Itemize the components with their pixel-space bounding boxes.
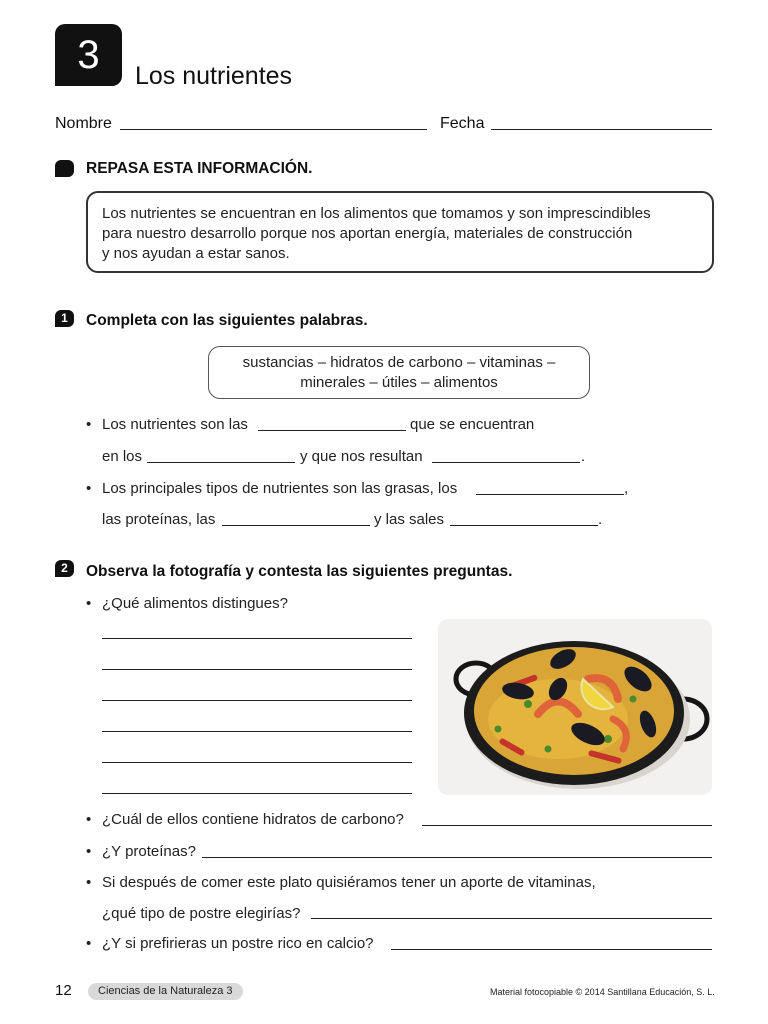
- review-line: Los nutrientes se encuentran en los alimentos que tomamos y son imprescindibles: [102, 205, 651, 222]
- blank-field[interactable]: [450, 525, 598, 526]
- date-field[interactable]: [491, 129, 712, 130]
- review-info-box: [86, 191, 714, 273]
- e1-b2-text-3: y las sales: [374, 511, 445, 528]
- e1-b2-comma: ,: [624, 480, 629, 497]
- review-line: para nuestro desarrollo porque nos aportan energía, materiales de construcción: [102, 225, 633, 242]
- word-bank-line: sustancias – hidratos de carbono – vitaminas –: [242, 354, 556, 371]
- name-field[interactable]: [120, 129, 427, 130]
- answer-line[interactable]: [102, 700, 412, 701]
- blank-field[interactable]: [476, 494, 624, 495]
- paella-illustration: [438, 619, 712, 795]
- e1-b2-text-1: Los principales tipos de nutrientes son las grasas, los: [102, 480, 458, 497]
- e1-b1-text-3: en los: [102, 448, 143, 465]
- answer-line[interactable]: [102, 669, 412, 670]
- e1-b1-text-4: y que nos resultan: [300, 448, 423, 465]
- blank-field[interactable]: [147, 462, 295, 463]
- e1-b1-period: .: [581, 448, 586, 465]
- name-label: Nombre: [55, 115, 112, 132]
- review-marker: [55, 160, 74, 177]
- copyright-notice: Material fotocopiable © 2014 Santillana Educación, S. L.: [490, 987, 715, 997]
- page-number: 12: [55, 982, 72, 999]
- page-title: Los nutrientes: [135, 62, 293, 90]
- answer-line[interactable]: [102, 638, 412, 639]
- bullet: •: [86, 595, 92, 612]
- exercise-2-heading: Observa la fotografía y contesta las siguientes preguntas.: [86, 563, 513, 580]
- unit-number-badge: 3: [55, 24, 122, 86]
- answer-line[interactable]: [391, 949, 712, 950]
- answer-line[interactable]: [102, 731, 412, 732]
- answer-line[interactable]: [311, 918, 712, 919]
- date-label: Fecha: [440, 115, 485, 132]
- book-title-pill: Ciencias de la Naturaleza 3: [88, 983, 243, 1000]
- question-2: ¿Cuál de ellos contiene hidratos de carbono?: [102, 811, 404, 828]
- word-bank-box: [208, 346, 590, 399]
- e1-b1-text-1: Los nutrientes son las: [102, 416, 248, 433]
- exercise-1-heading: Completa con las siguientes palabras.: [86, 312, 368, 329]
- word-bank-line: minerales – útiles – alimentos: [300, 374, 498, 391]
- paella-photo: [438, 619, 712, 795]
- bullet: •: [86, 480, 92, 497]
- blank-field[interactable]: [258, 430, 406, 431]
- bullet: •: [86, 843, 92, 860]
- answer-line[interactable]: [102, 793, 412, 794]
- bullet: •: [86, 416, 92, 433]
- review-heading: REPASA ESTA INFORMACIÓN.: [86, 160, 313, 177]
- e1-b1-text-2: que se encuentran: [410, 416, 535, 433]
- question-4-line-1: Si después de comer este plato quisiéramos tener un aporte de vitaminas,: [102, 874, 596, 891]
- review-line: y nos ayudan a estar sanos.: [102, 245, 290, 262]
- bullet: •: [86, 811, 92, 828]
- question-4-line-2: ¿qué tipo de postre elegirías?: [102, 905, 301, 922]
- blank-field[interactable]: [432, 462, 580, 463]
- answer-line[interactable]: [422, 825, 712, 826]
- answer-line[interactable]: [202, 857, 712, 858]
- question-1: ¿Qué alimentos distingues?: [102, 595, 288, 612]
- question-3: ¿Y proteínas?: [102, 843, 196, 860]
- question-5: ¿Y si prefirieras un postre rico en calcio?: [102, 935, 374, 952]
- bullet: •: [86, 935, 92, 952]
- blank-field[interactable]: [222, 525, 370, 526]
- exercise-1-number: 1: [55, 310, 74, 327]
- exercise-2-number: 2: [55, 560, 74, 577]
- e1-b2-text-2: las proteínas, las: [102, 511, 216, 528]
- e1-b2-period: .: [598, 511, 603, 528]
- bullet: •: [86, 874, 92, 891]
- answer-line[interactable]: [102, 762, 412, 763]
